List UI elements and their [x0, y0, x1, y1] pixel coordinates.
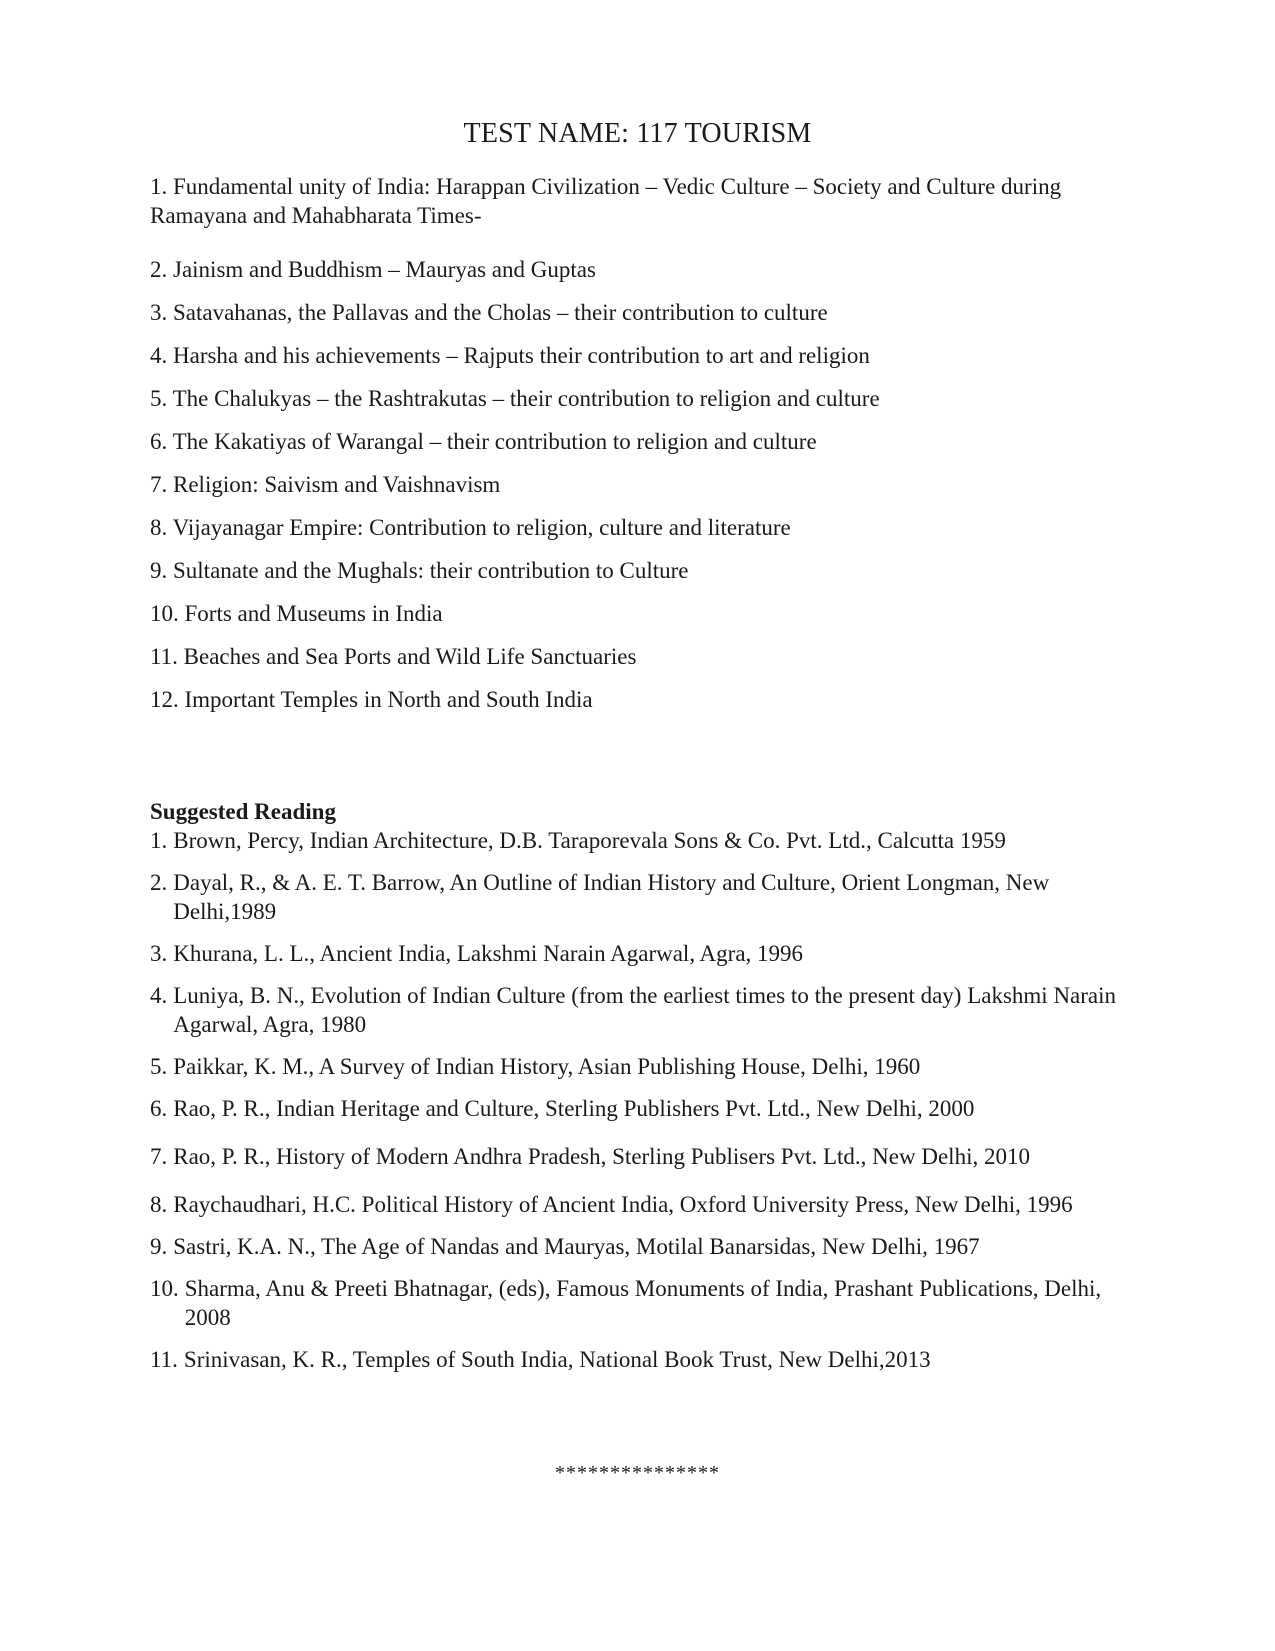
syllabus-item: 4. Harsha and his achievements – Rajputs their contribution to art and religion — [150, 343, 870, 368]
reference-number: 10. — [150, 1276, 179, 1301]
reference-number: 11. — [150, 1347, 178, 1372]
syllabus-item: 10. Forts and Museums in India — [150, 601, 443, 626]
reference-item — [150, 981, 1150, 1039]
suggested-reading-section — [150, 797, 1150, 1387]
reference-number: 1. — [150, 828, 168, 853]
reference-text: Dayal, R., & A. E. T. Barrow, An Outline of Indian History and Culture, Orient Longman, New Delhi,1989 — [173, 870, 1050, 924]
syllabus-item: 5. The Chalukyas – the Rashtrakutas – their contribution to religion and culture — [150, 386, 880, 411]
reference-item — [150, 1094, 1150, 1123]
syllabus-item: 3. Satavahanas, the Pallavas and the Cholas – their contribution to culture — [150, 300, 828, 325]
reference-item — [150, 826, 1150, 855]
reference-text: Khurana, L. L., Ancient India, Lakshmi Narain Agarwal, Agra, 1996 — [173, 941, 804, 966]
reference-number: 8. — [150, 1192, 168, 1217]
reference-number: 4. — [150, 983, 168, 1008]
reference-item — [150, 1184, 1150, 1226]
syllabus-item: 8. Vijayanagar Empire: Contribution to religion, culture and literature — [150, 515, 791, 540]
reference-text: Raychaudhari, H.C. Political History of Ancient India, Oxford University Press, New Delhi, 1996 — [173, 1192, 1073, 1217]
reference-item — [150, 1274, 1150, 1332]
reference-text: Rao, P. R., Indian Heritage and Culture, Sterling Publishers Pvt. Ltd., New Delhi, 2000 — [173, 1096, 975, 1121]
syllabus-item: 1. Fundamental unity of India: Harappan Civilization – Vedic Culture – Society and Culture during Ramayana and Mahabharata Times- — [150, 174, 1062, 228]
reference-item — [150, 1136, 1150, 1178]
reference-item — [150, 939, 1150, 968]
syllabus-item: 9. Sultanate and the Mughals: their contribution to Culture — [150, 558, 689, 583]
reference-text: Brown, Percy, Indian Architecture, D.B. Taraporevala Sons & Co. Pvt. Ltd., Calcutta 1959 — [173, 828, 1006, 853]
reference-item — [150, 1052, 1150, 1081]
end-of-document-marker: *************** — [555, 1462, 720, 1484]
syllabus-item: 2. Jainism and Buddhism – Mauryas and Guptas — [150, 257, 596, 282]
reference-text: Sastri, K.A. N., The Age of Nandas and Mauryas, Motilal Banarsidas, New Delhi, 1967 — [173, 1234, 980, 1259]
syllabus-item: 6. The Kakatiyas of Warangal – their contribution to religion and culture — [150, 429, 817, 454]
syllabus-item: 12. Important Temples in North and South India — [150, 687, 593, 712]
reference-item — [150, 1232, 1150, 1261]
section-heading: Suggested Reading — [150, 799, 336, 824]
reference-number: 3. — [150, 941, 168, 966]
page-title: TEST NAME: 117 TOURISM — [463, 118, 812, 149]
reference-number: 5. — [150, 1054, 168, 1079]
reference-number: 6. — [150, 1096, 168, 1121]
reference-text: Srinivasan, K. R., Temples of South India, National Book Trust, New Delhi,2013 — [183, 1347, 931, 1372]
reference-number: 7. — [150, 1144, 168, 1169]
reference-text: Sharma, Anu & Preeti Bhatnagar, (eds), Famous Monuments of India, Prashant Publications, Delhi, 2008 — [184, 1276, 1102, 1330]
reference-text: Rao, P. R., History of Modern Andhra Pradesh, Sterling Publisers Pvt. Ltd., New Delhi, 2010 — [173, 1144, 1030, 1169]
reference-number: 9. — [150, 1234, 168, 1259]
syllabus-item: 7. Religion: Saivism and Vaishnavism — [150, 472, 501, 497]
syllabus-item: 11. Beaches and Sea Ports and Wild Life Sanctuaries — [150, 644, 637, 669]
reference-text: Paikkar, K. M., A Survey of Indian History, Asian Publishing House, Delhi, 1960 — [173, 1054, 921, 1079]
reference-item — [150, 868, 1150, 926]
reference-item — [150, 1345, 1150, 1374]
syllabus-list — [150, 172, 1150, 728]
reference-number: 2. — [150, 870, 168, 895]
reference-text: Luniya, B. N., Evolution of Indian Culture (from the earliest times to the present day) Lakshmi Narain Agarwal, Agra, 1980 — [173, 983, 1117, 1037]
